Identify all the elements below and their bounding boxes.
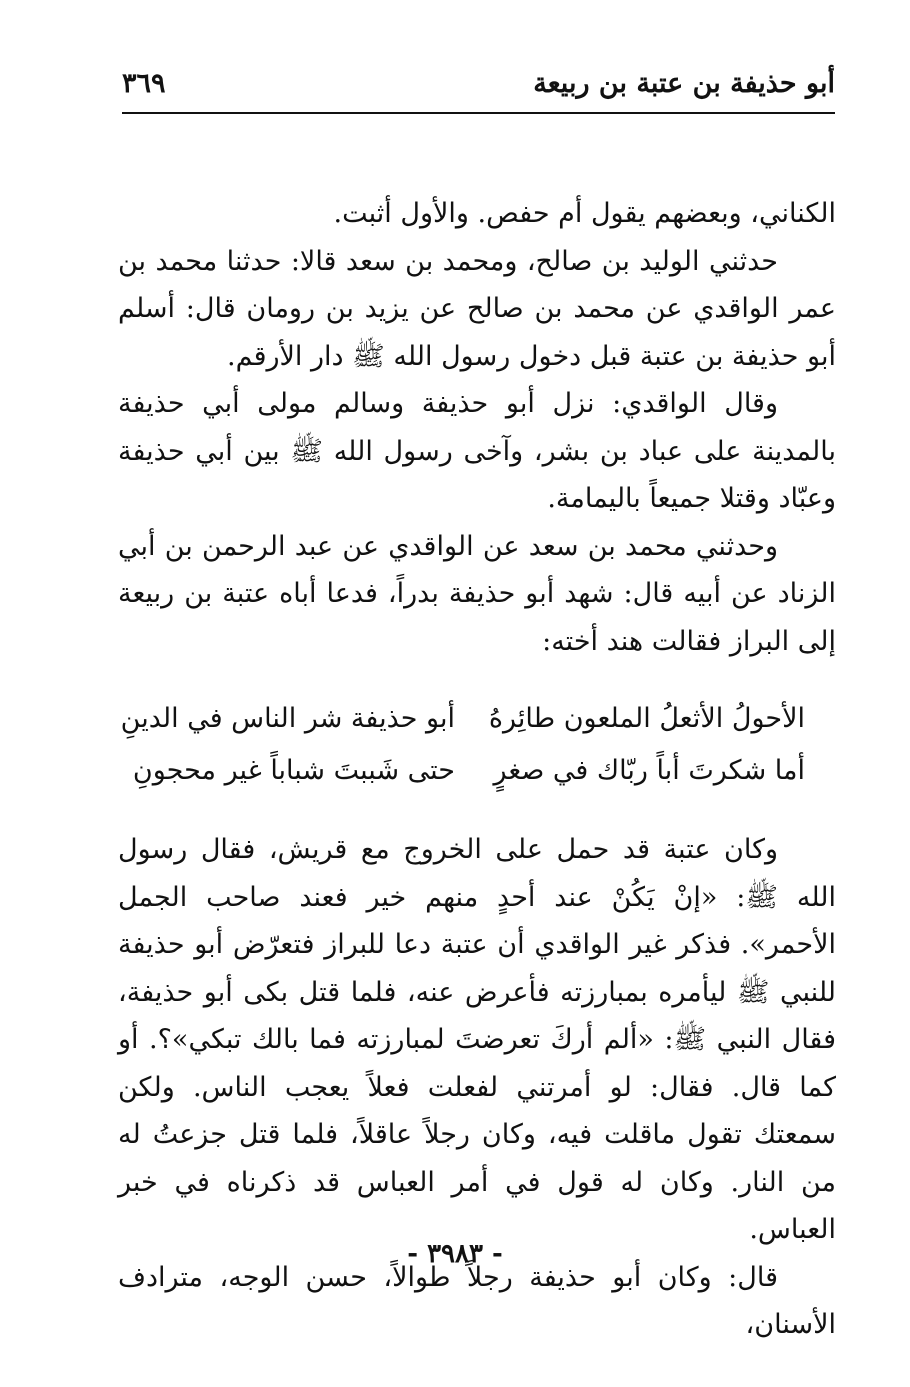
chapter-title: أبو حذيفة بن عتبة بن ربيعة: [533, 68, 835, 99]
poem-block: [120, 693, 805, 797]
paragraph: قال: وكان أبو حذيفة رجلاً طوالاً، حسن الوجه، مترادف الأسنان،: [118, 1261, 836, 1340]
body-text-top: [118, 190, 836, 665]
paragraph: حدثني الوليد بن صالح، ومحمد بن سعد قالا: حدثنا محمد بن عمر الواقدي عن محمد بن صالح عن يزيد بن رومان قال: أسلم أبو حذيفة بن عتبة قبل دخول رسول الله ﷺ دار الأرقم.: [118, 245, 836, 372]
paragraph: وحدثني محمد بن سعد عن الواقدي عن عبد الرحمن بن أبي الزناد عن أبيه قال: شهد أبو حذيفة بدراً، فدعا أباه عتبة بن ربيعة إلى البراز فقالت هند أخته:: [118, 530, 836, 657]
poem-hemistich-first: الأحولُ الأثعلُ الملعون طائِرهُ: [488, 703, 805, 734]
running-header: [122, 62, 835, 114]
footer-page-number: - ٣٩٨٣ -: [407, 1239, 503, 1269]
poem-verse: [132, 745, 805, 797]
paragraph: الكناني، وبعضهم يقول أم حفص. والأول أثبت.: [333, 198, 836, 229]
poem-hemistich-second: حتى شَببتَ شباباً غير محجونِ: [132, 755, 455, 786]
poem-hemistich-first: أما شكرتَ أباً ربّاك في صغرٍ: [493, 755, 805, 786]
header-page-number: ٣٦٩: [122, 68, 166, 99]
header-rule: [122, 112, 835, 114]
paragraph: وقال الواقدي: نزل أبو حذيفة وسالم مولى أبي حذيفة بالمدينة على عباد بن بشر، وآخى رسول الله ﷺ بين أبي حذيفة وعبّاد وقتلا جميعاً باليمامة.: [118, 388, 836, 514]
poem-verse: [120, 693, 805, 745]
poem-hemistich-second: أبو حذيفة شر الناس في الدينِ: [120, 703, 455, 734]
paragraph: وكان عتبة قد حمل على الخروج مع قريش، فقال رسول الله ﷺ: «إنْ يَكُنْ عند أحدٍ منهم خير فعند صاحب الجمل الأحمر». فذكر غير الواقدي أن عتبة دعا للبراز فتعرّض أبو حذيفة للنبي ﷺ ليأمره بمبارزته فأعرض عنه، فلما قتل بكى أبو حذيفة، فقال النبي ﷺ: «ألم أركَ تعرضتَ لمبارزته فما بالك تبكي»؟. أو كما قال. فقال: لو أمرتني لفعلت فعلاً يعجب الناس. ولكن سمعتك تقول ماقلت فيه، وكان رجلاً عاقلاً، فلما قتل جزعتُ له من النار. وكان له قول في أمر العباس قد ذكرناه في خبر العباس.: [118, 834, 836, 1245]
